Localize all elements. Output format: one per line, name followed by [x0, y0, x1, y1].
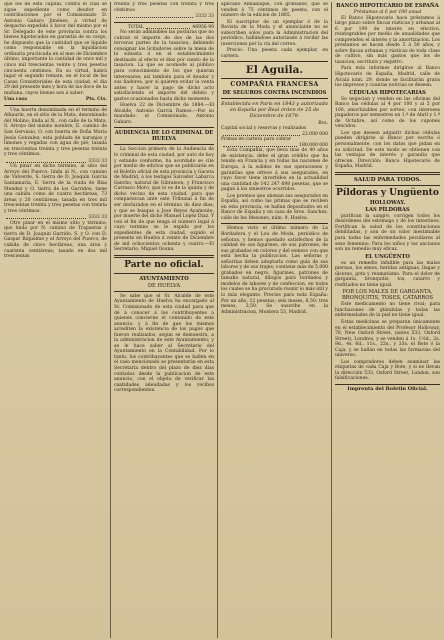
banco-sub: Préstamos al 6 por 100 anual	[353, 10, 422, 15]
oficial-title: Parte no oficial.	[124, 259, 204, 270]
ayuntamiento-text: Se sabe que el Sr. Alcalde de este Ayuntamiento de Huelva ha encargado al Sr. Comisionado de esta ciudad para que dé á conocer á los contribuyentes a quienes concierne el contenido de este anuncio, y á fin de que los mismos acrediten la existencia de los pagos que fueron realizados, segun se demuestra, a la administracion de este Ayuntamiento; y se le hace saber al Secretario del Ayuntamiento en la Contabilidad. Por lo tanto, los contribuyentes que se hallen en el caso mencionado se presentarán en esta Secretaría dentro del plazo de diez días contados desde la publicacion de este anuncio, con el objeto de verificar las cantidades adeudadas y los recibos correspondientes.	[114, 293, 214, 394]
banco-text-2: Para más informes dirigirse al Banco Hipotecario de España, Madrid, calle de Alcalá núm. 29, donde se facilitarán gratis los impresos y cuantas noticias se deseen.	[335, 66, 440, 89]
section1-value-header: Pts. Cts.	[85, 97, 107, 103]
divider	[114, 22, 214, 23]
cedulas-title: CÉDULAS HIPOTECARIAS	[349, 89, 426, 96]
males-title: POR LOS MALES DE GARGANTA, BRONQUITIS, TOSES, CATARROS	[341, 289, 434, 302]
footer-imprint: Imprenta del Boletin Oficial.	[347, 385, 428, 392]
column-2	[110, 2, 214, 638]
males-text: Este medicamento no tiene rival; para hinchazones de glándulas y todas las enfermedades de la piel no tiene igual.	[335, 302, 440, 319]
aguila-title: El Aguila.	[245, 64, 304, 77]
table-head: Rvs.	[318, 120, 328, 126]
total-label: TOTAL	[128, 24, 144, 30]
divider	[221, 61, 328, 62]
banco-title: BANCO HIPOTECARIO DE ESPAÑA	[336, 3, 439, 9]
capital-value: 22.000 000	[301, 131, 328, 137]
section3-text: Otro pinar en el mismo sitio y término; que linda por N. camino de Trapaeras y tierra de D. Joaquin Garrido, S. y O. con D. Gaspar Riquelme y el Arroyo del Puerco, de cabida de cinco hectáreas, una área y cuarenta centiáreas; tasado en dos mil trescientas	[4, 220, 107, 260]
col2-top-text: treinta y tres pesetas con treinta y tres céntimos	[114, 2, 214, 13]
top-amount: 3333 33	[195, 14, 214, 20]
salud-title: SALUD PARA TODOS.	[353, 176, 422, 183]
col3-top-text-2: El suscriptor de un ejemplar ó de la Revista de la Moda y el anunciante no se subscriben solos para la Administracion del periódico, hallándose autorizado á recibir las inserciones por la vía del correo.	[221, 19, 328, 47]
col3-top-text: aplicado Almanaque, con grabados, que se venden á 75 céntimos de peseta, con el número de la edicion de 1885.	[221, 2, 328, 19]
unguento-text: es un remedio infalible para las malas piernas, los senos, heridas antiguas, llagas y úlceras, gota y reumatismo. Para el dolor de garganta, bronquitis, tos, catarro y resfriados no tiene igual.	[335, 260, 440, 288]
divider	[114, 291, 214, 292]
divider	[114, 273, 214, 274]
pildoras-sub: HOLLOWAY.	[369, 199, 406, 206]
audiencia-text: La Seccion primera de la Audiencia de lo criminal de esta ciudad, por auto de hoy y estando conforme, ha acordado se cite por medio de edictos que se publicarán en el Boletin oficial de esta provincia y Gaceta de Madrid, á los testigos Salvador Labarca Sancho, natural de Gibraleon, y Francisco Carrasco Moro, que lo es de la quinta y de dicho vecino de esta ciudad, para que comparezcan ante este Tribunal á fin de ser declarados en el término de diez dias; y que se busque a Jose Reyes Ayamonte, por muerte del dicho Manuel Lopez Diaz. Y con el fin de que tenga el número legal á cuyo termino se le expida por los expedientes de esta ciudad, expido el presente en Huelva á veinte de Diciembre de mil ochocientos ochenta y cuatro.—El Secretario, Miguel Osuna.	[114, 147, 214, 253]
amount-1: 3333 33	[88, 158, 107, 164]
divider	[221, 223, 328, 224]
double-divider	[114, 255, 214, 258]
divider	[114, 127, 214, 128]
total-amount: 46956 99	[192, 24, 214, 30]
divider	[335, 185, 440, 186]
section2-text: Un pinar en dicho término, al sitio del Arroyo del Puerco; linda al N., con camino de Valverde, S. tierra de D. Joaquin Garcia Santamaría, E. tierra de la viuda de Blas Mendez y O. tierra de los Garridos; tiene una cabida como de cuatro hectáreas, 73 áreas y 20 centiáreas; tasada en tres mil trescientas treinta y tres pesetas con treinta y tres céntimos.	[4, 164, 107, 214]
established-text: Establecida en París en 1843 y autorizada en España por Real órden de 25 de Diciembre de 1879.	[221, 100, 328, 120]
section1-title: Una casa	[4, 97, 28, 103]
top-amount-row	[114, 14, 214, 20]
pildoras-title: Píldoras y Ungüento	[336, 187, 439, 198]
intro-text: que los de esta capital, contra el cual se sigue expediente como deudor en contribuciones por el Comisionado D. Antonio Gabaro Jiménez, á virtud de despacho expedido á favor del mismo por el Sr. Delegado de este provincia contra los bienes hipotecados en garantía de su cargo, he dispuesto que la cantidad que se liquide como responsable en la liquidacion ordinaria practicada en el mes de Diciembre último, importante la cantidad de once mil y cinco mil trescientas veinte y tres pesetas cincuenta céntimos. En su virtud, habrá lugar el segundo remate, en el local de las Casas Consistoriales de esta ciudad, el dia 29 del presente mes y hora de las doce de la mañana, cuyos bienes son á saber:	[4, 2, 107, 96]
capital-label: Capital social y reservas y realizados	[221, 126, 307, 132]
section1-header	[4, 97, 107, 103]
amount-2: 3333 33	[88, 215, 107, 221]
divider	[335, 384, 440, 385]
las-pildoras-title: LAS PÍLDORAS	[365, 206, 410, 213]
divider	[4, 105, 107, 106]
banco-text: El Banco Hipotecario hace préstamos á largo plazo sobre fincas rústicas y urbanas al 6 por 100 de interés en efectivo, reintegrables por medio de anualidades que comprenden el interés y la amortizacion. Los préstamos se hacen desde 5 á 50 años, y sobre fincas urbanas y rústicas de toda clase de cultivo, sin más gastos que los de tasacion, escritura y registro.	[335, 15, 440, 65]
col3-top-text-3: Precio: Una peseta cada ejemplar, en cartera.	[221, 48, 328, 59]
primas-value: 180.000 000	[299, 142, 328, 148]
ayuntamiento-sub: DE HUELVA	[147, 282, 181, 289]
divider	[114, 144, 214, 145]
cedulas-text: Se negocian y venden en las oficinas del Banco las cédulas al 4 por 100 y al 5 por 100, amortizables por sorteo, con intereses pagaderos por semestres en 1.º de Abril y 1.º de Octubre, así como de los cupones vencidos.	[335, 96, 440, 130]
compania-sub: DE SEGUROS CONTRA INCENDIOS	[222, 89, 327, 96]
unguento-title: EL UNGÜENTO	[365, 253, 410, 260]
double-divider	[335, 172, 440, 175]
column-1	[4, 2, 107, 638]
aviso-text: Los compradores deben examinar las etiquetas de cada Caja y Bote, y si no llevan la dirección 533, Oxford Street, London, son falsificaciones.	[335, 359, 440, 382]
column-4	[331, 2, 440, 638]
compania-p1: Esta Compañía, que lleva mas de 40 años de existencia, debe el gran crédito que ha tenido en Francia y en todas las naciones de Europa, á la solidez de sus operaciones y garantías que ofrece á sus asegurados, en cuyo favor tiene invertidos en la actualidad una cantidad de 142 247 698 pesetas, que se pagan á los siniestros ocurridos.	[221, 148, 328, 193]
column-3	[217, 2, 328, 638]
ayuntamiento-title: AYUNTAMIENTO	[139, 275, 189, 282]
section1-text: Una huerta denominada en el termino de Alhaurin, en el sitio de la Mata, denominado del Molino; linda al N., con calle de la Mata, S. Arroyo del mismo nombre; E. camino de San Gervasio, O. con huerta de Doña María Jesús Gonzalez; está poblada de naranjos y limones y regadas con agua de pié; tasada en trescientas treinta y tres pesetas treinta y tres céntimos.	[4, 107, 107, 158]
pildoras-text: purifican la sangre, corrigen todos los desórdenes del estómago y de los intestinos. Fortifican la salud de los constituciones debilitadas, y son de un valor inestimable para todas las enfermedades peculiares al sexo femenino. Para los niños y los ancianos son un remedio muy eficaz.	[335, 213, 440, 253]
deposito-text: Estas medicinas se preparan únicamente en el establecimiento del Profesor Holloway, 78, New Oxford Street, (antes 533, Oxford Street), Londres, y se venden á 1s. 1½d., 2s. 9d., 4s. 6d., 11s., 22s., y 33s. el Bote ó la Caja, y se hallan en todas las farmacias del universo.	[335, 319, 440, 359]
sign-place: Huelva 22 de Diciembre de 1884.—El Alcalde, Antonio García Ramos.—Por su mandado: el Comisionado, Antonio Gabaro.	[114, 103, 214, 125]
cedulas-text-2: Los que deseen adquirir dichas cédulas pueden dirigirse al Banco por escrito ó personalmente, con los datos que pidan en su solicitud. De este modo se obtienen con las ventajas de interés y garantía que ofrecen. Dirección: Banco Hipotecario de España, Madrid.	[335, 130, 440, 170]
primas-label: Primas en cartera para cobrar	[221, 137, 292, 143]
bordadora-text: Hemos visto el último número de La Bordadora y el Lou de Moda, periódico de señoras, y hemos quedado satisfechos de la calidad de sus figurines, de sus patrones, de sus grabados en colores y del esmero con que está hecha la publicacion. Las señoras y señoritas deben adoptarla como guía de sus labores y de sus trajes; contiene más de 5.000 grabados en negro, figurines, patrones de tamaño natural, dibujos para bordados y modelos de labores y de confeccion, en todos los cuales se ha procurado reunir lo más útil y lo más elegante. Precios para toda España: Por un año, 12 pesetas; seis meses, 6,50; tres meses, 3,50. Se suscribe en la Administracion, Montera 53, Madrid.	[221, 226, 328, 315]
audiencia-title: AUDIENCIA DE LO CRIMINAL DE HUELVA	[114, 130, 214, 143]
notice-text: No serán admisibles las posturas que no cubran el importe de dos de las dos terceras partes de la tasacion; debiendo consignar los licitadores sobre la mesa de la subasta ó en el establecimiento destinado al efecto el diez por ciento de la tasacion. La que se acomode al público para conocimiento de los que quieran interesarse; así también para el deudor y sus fiadores, por si quieren evitar la venta antes y hacer la pago de dicho acto satisfaciendo el importe del débito y gastos ocasionados hasta dicho momento.	[114, 30, 214, 102]
compania-p2: Los premios que abonan sus asegurados en España, así como las primas que se reciben en esta provincia, se hallan depositados en el Banco de España y en casa de Sres. Sanchez, calle de los Mesones, núm. 9, Huelva.	[221, 193, 328, 221]
divider	[221, 98, 328, 99]
compania-title: COMPAÑIA FRANCESA	[230, 80, 319, 89]
